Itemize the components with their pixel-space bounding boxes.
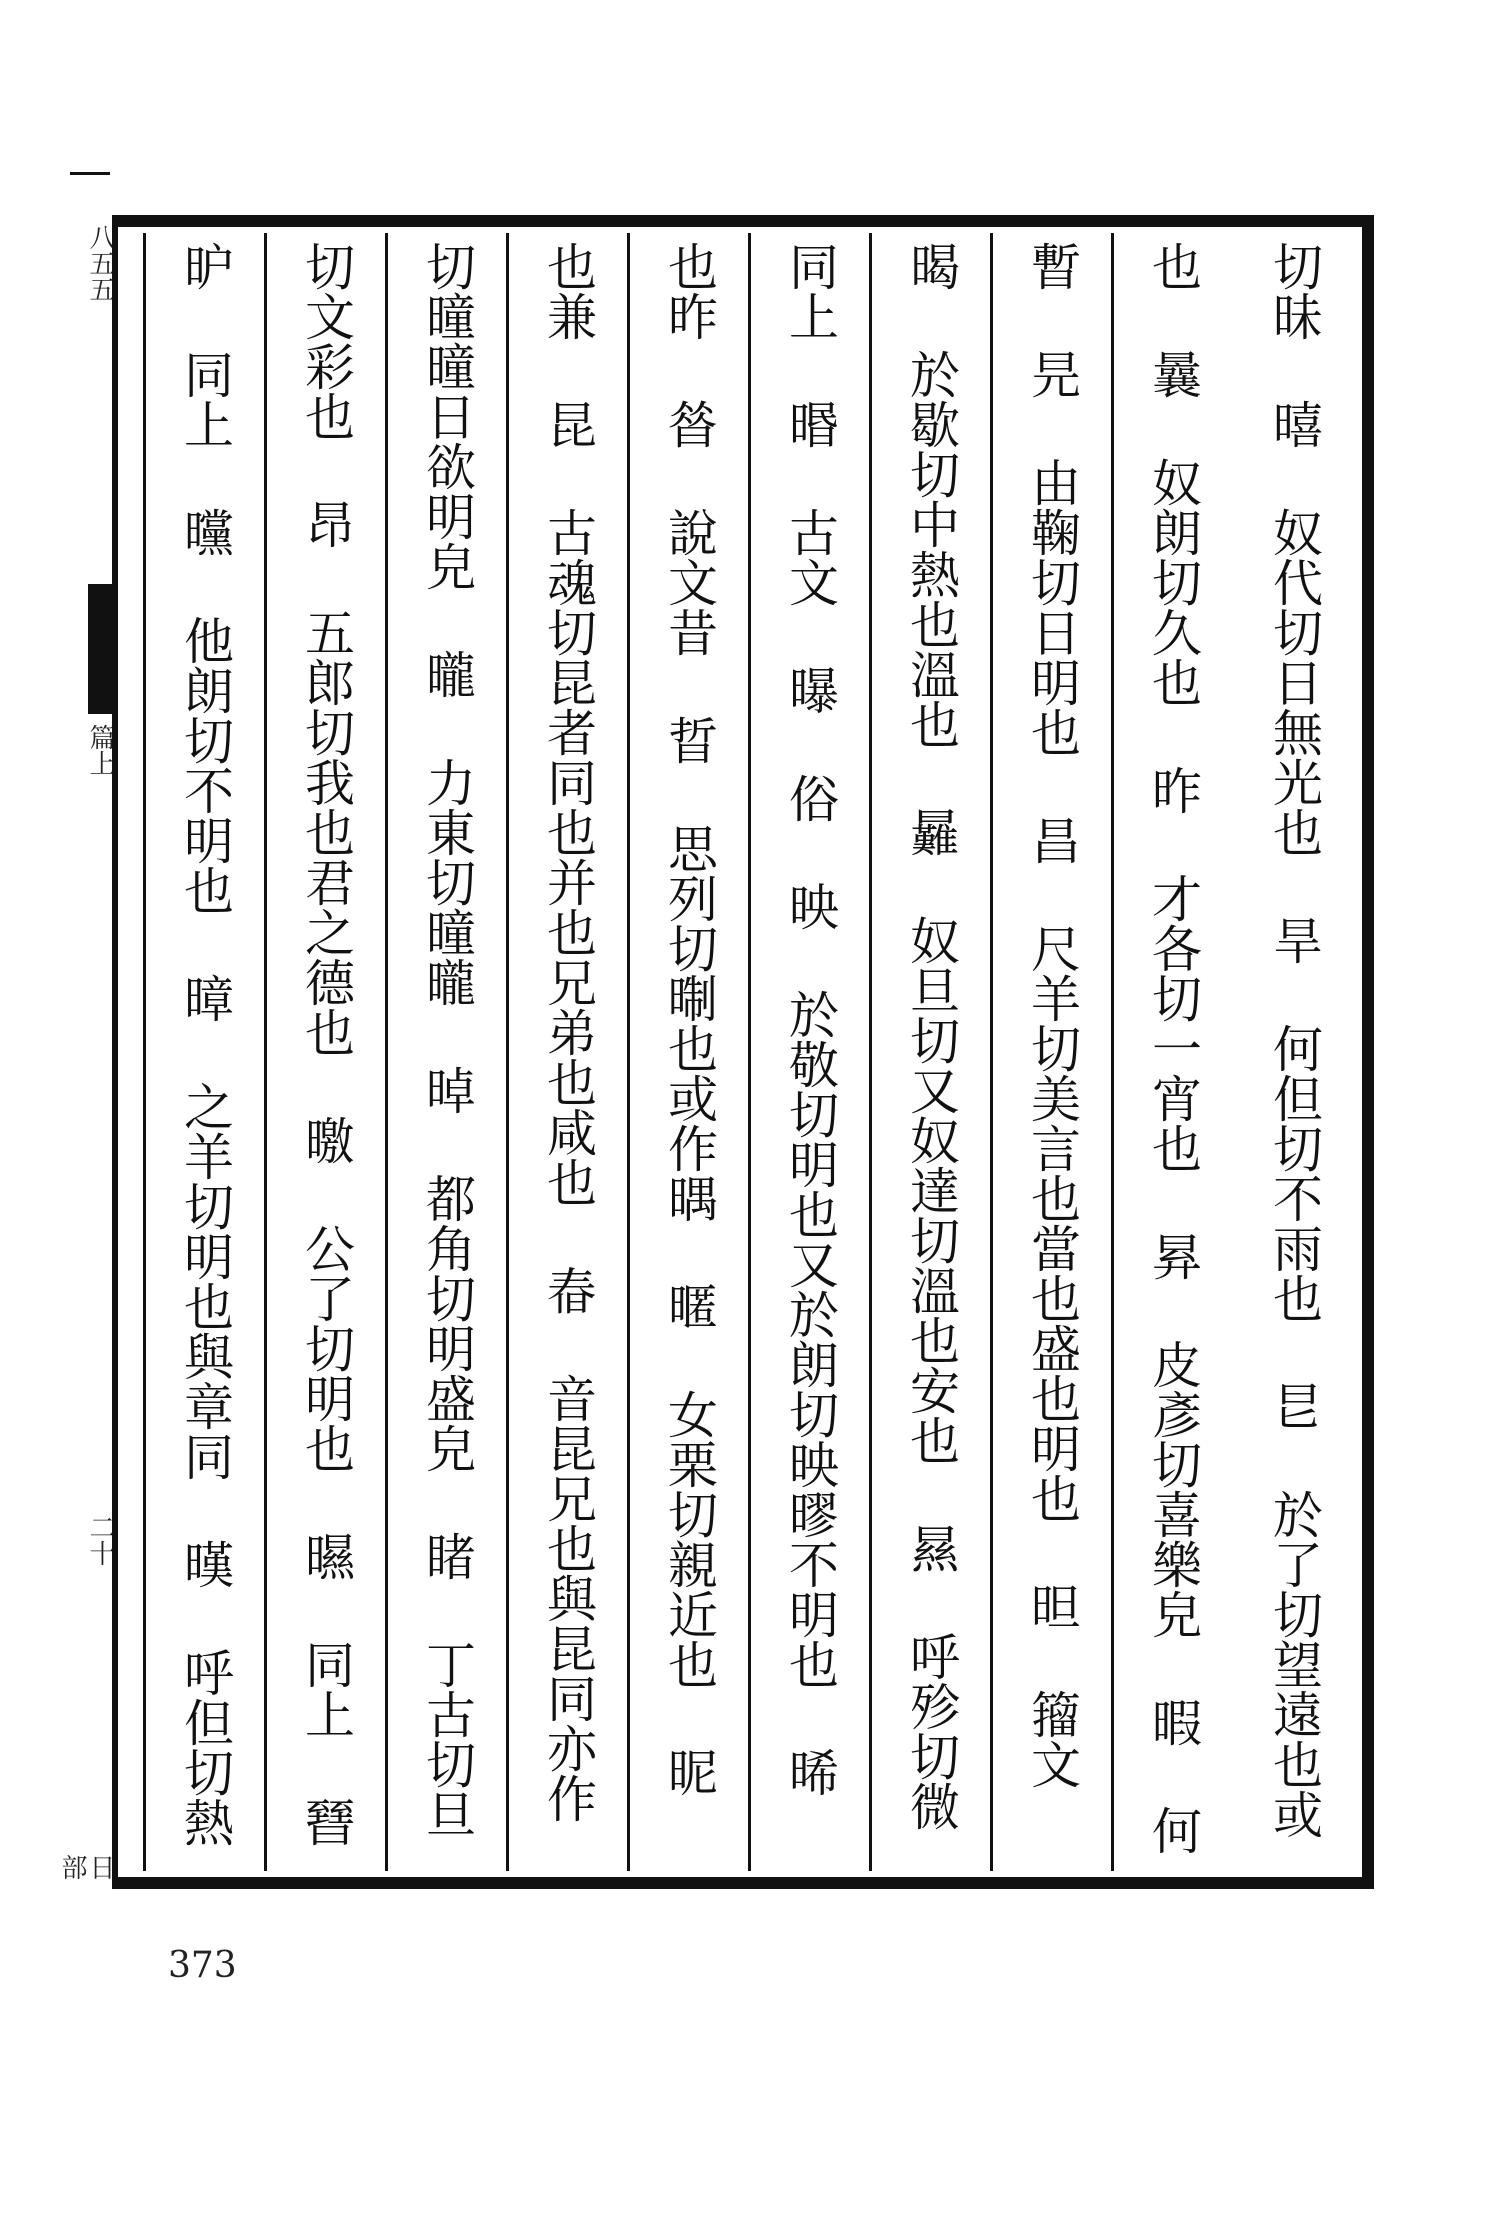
column-3 [990, 233, 1108, 1871]
column-8 [385, 233, 503, 1871]
column-text: 切文彩也 昂 五郎切我也君之德也 曒 公了切明也 㬤 同上 㬜 [297, 241, 355, 1847]
column-rule [385, 233, 388, 1871]
fore-edge [57, 214, 115, 1894]
column-text: 同上 㬆 古文 曝 俗 映 於敬切明也又於朗切映㬔不明也 晞 [781, 241, 839, 1797]
column-rule [506, 233, 509, 1871]
fore-edge-chapter-text: 篇上 [85, 724, 115, 776]
column-rule [143, 233, 146, 1871]
text-area [136, 233, 1350, 1871]
column-2 [1111, 233, 1229, 1871]
column-text: 暫 㫕 由鞠切日明也 昌 尺羊切美言也當也盛也明也 㫜 籀文 [1023, 241, 1081, 1789]
column-text: 也昨 㫺 說文昔 晢 思列切㫼也或作㬂 暱 女栗切親近也 昵 [660, 241, 718, 1797]
column-text: 也 曩 奴朗切久也 昨 才各切一宵也 昪 皮彥切喜樂皃 暇 何 [1144, 241, 1202, 1855]
column-rule [1111, 233, 1114, 1871]
column-4 [869, 233, 987, 1871]
corner-mark [70, 172, 110, 197]
column-rule [264, 233, 267, 1871]
column-text: 切曈曈日欲明皃 曨 力東切曈曨 晫 都角切明盛皃 睹 丁古切旦 [418, 241, 476, 1839]
fore-edge-radical-text: 日部 [57, 1854, 115, 1880]
column-1 [1232, 233, 1350, 1871]
fore-edge-top-text: 八五五 [85, 224, 115, 302]
column-10 [143, 233, 261, 1871]
column-text: 也兼 昆 古魂切昆者同也并也兄弟也咸也 㫪 音昆兄也與昆同亦作 [539, 241, 597, 1823]
fore-edge-folio-text: 二十 [85, 1514, 115, 1566]
column-6 [627, 233, 745, 1871]
column-rule [627, 233, 630, 1871]
column-rule [869, 233, 872, 1871]
column-rule [748, 233, 751, 1871]
page-frame [112, 215, 1374, 1889]
column-text: 暍 於歇切中熱也溫也 㬮 奴旦切又奴達切溫也安也 㬎 呼殄切微 [902, 241, 960, 1831]
column-5 [748, 233, 866, 1871]
column-text: 昈 同上 曭 他朗切不明也 暲 之羊切明也與章同 暵 呼但切熱 [176, 241, 234, 1847]
page-number: 373 [168, 1945, 237, 1986]
column-7 [506, 233, 624, 1871]
fore-edge-fishtail-mark [88, 584, 112, 714]
column-text: 切昧 暿 奴代切日無光也 旱 何但切不雨也 㫐 於了切望遠也或 [1265, 241, 1323, 1839]
column-9 [264, 233, 382, 1871]
column-rule [990, 233, 993, 1871]
